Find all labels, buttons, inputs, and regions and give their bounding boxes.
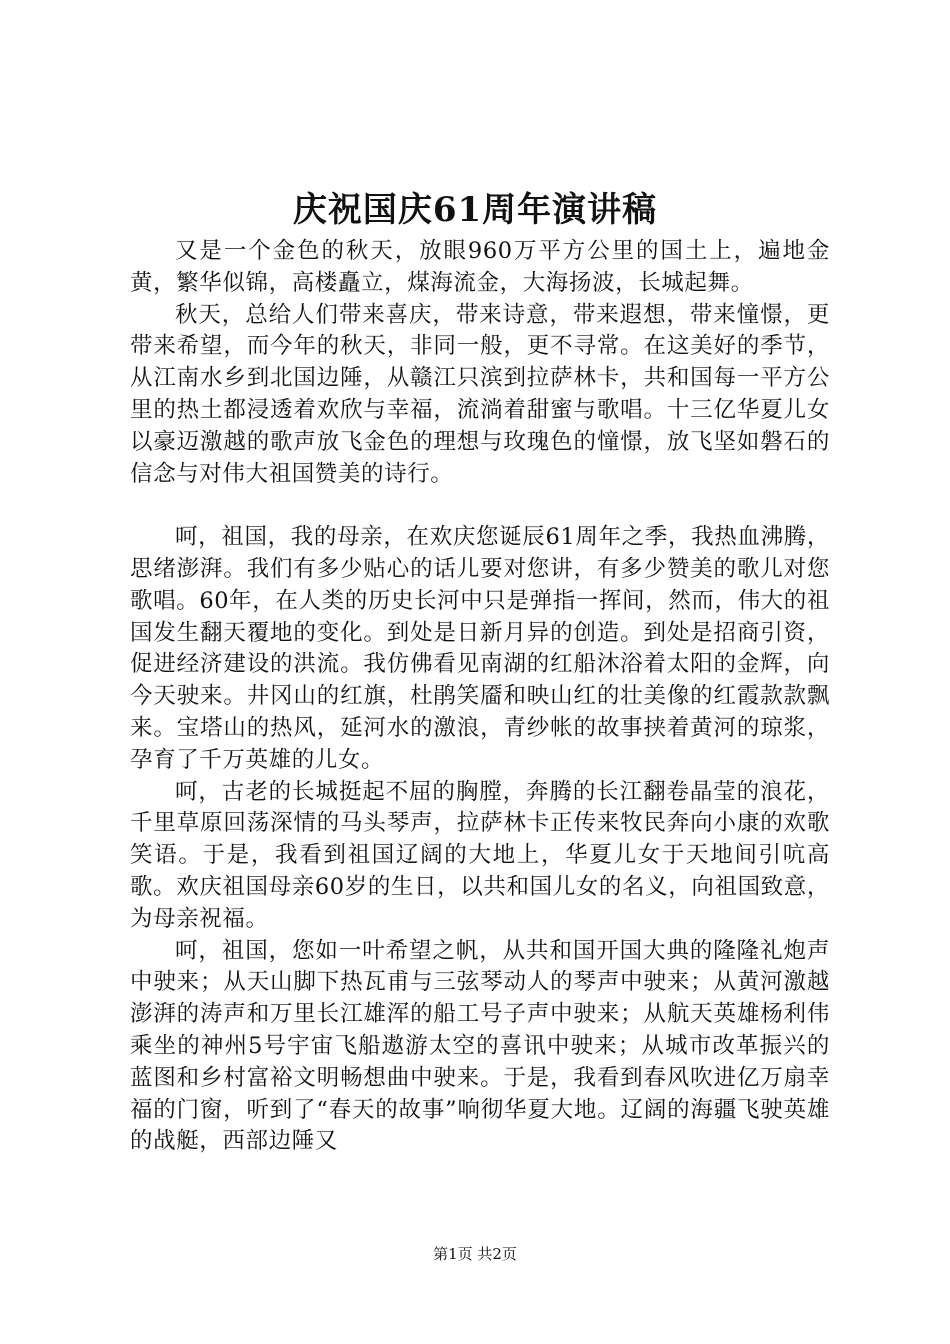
document-body [130, 236, 830, 1158]
paragraph-4: 呵，古老的长城挺起不屈的胸膛，奔腾的长江翻卷晶莹的浪花，千里草原回荡深情的马头琴声，拉萨林卡正传来牧民奔向小康的欢歌笑语。于是，我看到祖国辽阔的大地上，华夏儿女于天地间引吭高歌。欢庆祖国母亲60岁的生日，以共和国儿女的名义，向祖国致意，为母亲祝福。 [130, 778, 830, 932]
paragraph-1: 又是一个金色的秋天，放眼960万平方公里的国土上，遍地金黄，繁华似锦，高楼矗立，煤海流金，大海扬波，长城起舞。 [130, 238, 830, 296]
page-footer: 第1页 共2页 [433, 1245, 517, 1263]
paragraph-3: 呵，祖国，我的母亲，在欢庆您诞辰61周年之季，我热血沸腾，思绪澎湃。我们有多少贴心的话儿要对您讲，有多少赞美的歌儿对您歌唱。60年，在人类的历史长河中只是弹指一挥间，然而，伟大的祖国发生翻天覆地的变化。到处是日新月异的创造。到处是招商引资，促进经济建设的洪流。我仿佛看见南湖的红船沐浴着太阳的金辉，向今天驶来。井冈山的红旗，杜鹃笑靥和映山红的壮美像的红霞款款飘来。宝塔山的热风，延河水的激浪，青纱帐的故事挟着黄河的琼浆，孕育了千万英雄的儿女。 [130, 524, 830, 773]
document-title: 庆祝国庆61周年演讲稿 [292, 190, 658, 230]
paragraph-2: 秋天，总给人们带来喜庆，带来诗意，带来遐想，带来憧憬，更带来希望，而今年的秋天，非同一般，更不寻常。在这美好的季节，从江南水乡到北国边陲，从赣江只滨到拉萨林卡，共和国每一平方公里的热土都浸透着欢欣与幸福，流淌着甜蜜与歌唱。十三亿华夏儿女以豪迈激越的歌声放飞金色的理想与玫瑰色的憧憬，放飞坚如磐石的信念与对伟大祖国赞美的诗行。 [130, 301, 830, 487]
paragraph-5: 呵，祖国，您如一叶希望之帆，从共和国开国大典的隆隆礼炮声中驶来；从天山脚下热瓦甫与三弦琴动人的琴声中驶来；从黄河激越澎湃的涛声和万里长江雄浑的船工号子声中驶来；从航天英雄杨利伟乘坐的神州5号宇宙飞船遨游太空的喜讯中驶来；从城市改革振兴的蓝图和乡村富裕文明畅想曲中驶来。于是，我看到春风吹进亿万扇幸福的门窗，听到了“春天的故事”响彻华夏大地。辽阔的海疆飞驶英雄的战艇，西部边陲又 [130, 937, 830, 1155]
